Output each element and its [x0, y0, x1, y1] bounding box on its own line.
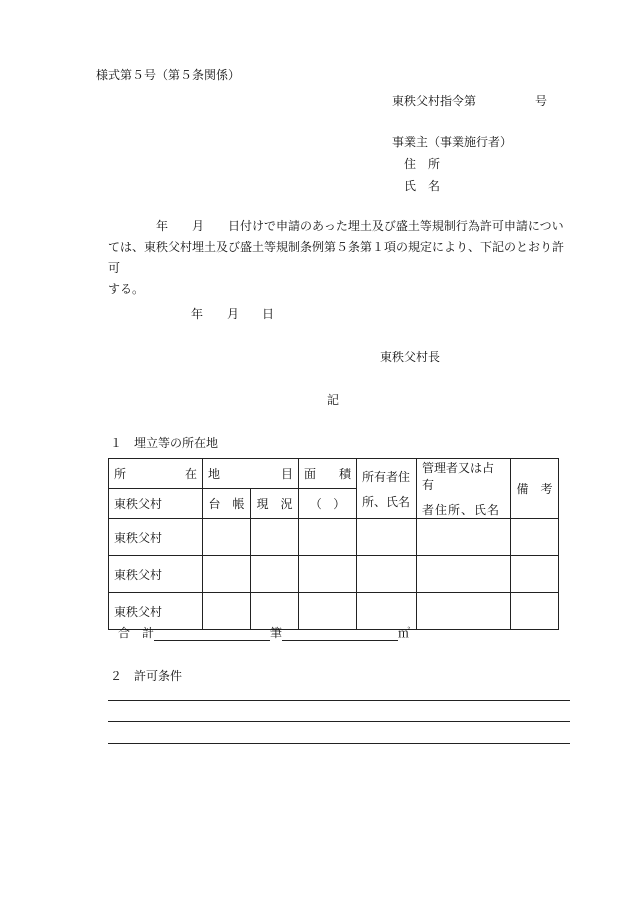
condition-line-3	[108, 743, 570, 744]
condition-line-2	[108, 721, 570, 722]
issue-number-suffix: 号	[535, 94, 548, 108]
condition-line-1	[108, 700, 570, 701]
body-paragraph	[108, 216, 570, 300]
applicant-title: 事業主（事業施行者）	[392, 135, 513, 149]
section2-heading: ２ 許可条件	[110, 669, 183, 683]
header-area-b: 積	[338, 467, 351, 481]
total-area-unit: ㎡	[398, 626, 411, 640]
row-location: 東秩父村	[109, 593, 203, 630]
table-row	[109, 519, 559, 556]
total-line	[118, 624, 410, 641]
header-manager-line1: 管理者又は占有	[422, 461, 495, 492]
location-table	[108, 458, 559, 630]
body-line-3: する。	[108, 282, 145, 296]
form-label: 様式第５号（第５条関係）	[96, 68, 241, 82]
row-location: 東秩父村	[109, 519, 203, 556]
header-notes: 備 考	[511, 459, 559, 519]
header-chimoku-b: 目	[280, 467, 293, 481]
body-line-1: 年 月 日付けで申請のあった埋土及び盛土等規制行為許可申請につい	[108, 219, 564, 233]
header-owner	[357, 459, 417, 519]
header-chimoku	[203, 459, 299, 489]
header-owner-line1: 所有者住	[362, 469, 411, 484]
header-area-paren-close: ）	[333, 497, 346, 511]
header-location-b: 在	[184, 467, 197, 481]
signatory: 東秩父村長	[380, 350, 441, 364]
header-location-village: 東秩父村	[109, 489, 203, 519]
header-chimoku-a: 地	[208, 467, 221, 481]
header-manager-line2: 者住所、氏名	[422, 503, 501, 517]
applicant-name-label: 氏 名	[404, 179, 441, 193]
header-genkyo: 現 況	[251, 489, 299, 519]
header-location-a: 所	[114, 467, 127, 481]
body-line-2: ては、東秩父村埋土及び盛土等規制条例第５条第１項の規定により、下記のとおり許可	[108, 240, 565, 275]
date-day: 日	[262, 307, 275, 321]
total-area-blank	[282, 626, 398, 641]
total-parcels-blank	[154, 626, 270, 641]
total-parcel-unit: 筆	[270, 626, 283, 640]
header-location	[109, 459, 203, 489]
header-manager	[417, 459, 511, 519]
table-row	[109, 556, 559, 593]
section1-heading: １ 埋立等の所在地	[110, 436, 219, 450]
row-location: 東秩父村	[109, 556, 203, 593]
issue-number-prefix: 東秩父村指令第	[392, 94, 477, 108]
header-area	[299, 459, 357, 489]
header-area-unit	[299, 489, 357, 519]
header-area-a: 面	[304, 467, 317, 481]
date-year: 年	[191, 307, 204, 321]
ki-heading: 記	[327, 393, 340, 407]
header-owner-line2: 所、氏名	[362, 494, 411, 509]
table-header-row-1	[109, 459, 559, 489]
applicant-address-label: 住 所	[404, 157, 441, 171]
header-daicho: 台 帳	[203, 489, 251, 519]
date-month: 月	[227, 307, 240, 321]
header-area-paren-open: （	[309, 497, 322, 511]
total-label: 合 計	[118, 626, 155, 640]
